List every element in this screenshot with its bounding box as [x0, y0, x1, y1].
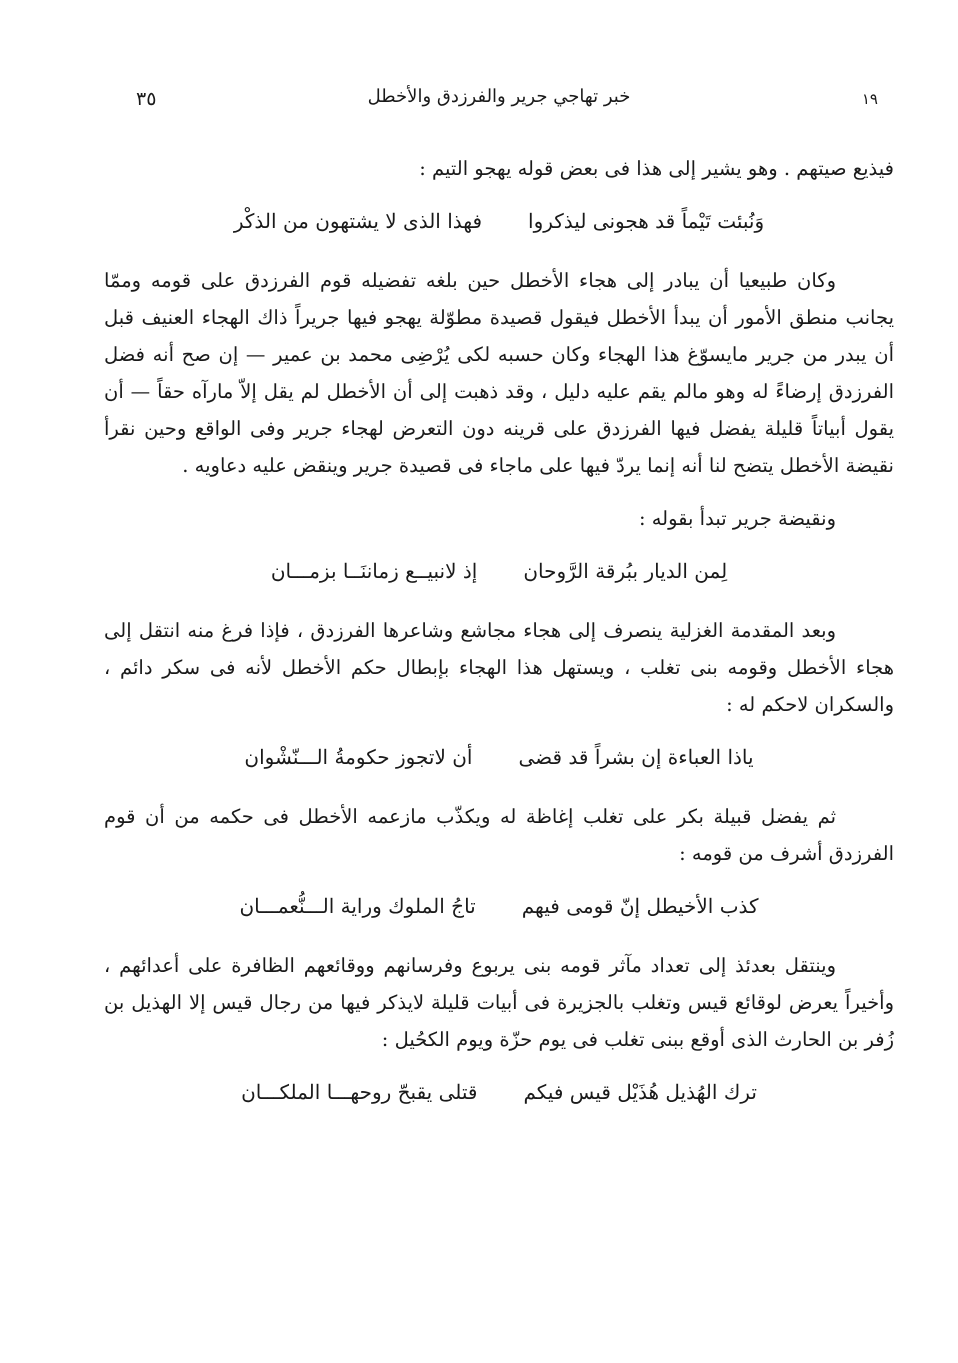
verse-5: [104, 1074, 894, 1111]
verse-4-second-hemistich: تاجُ الملوك وراية الـــنُّعمـــان: [239, 894, 476, 918]
page-marker: ١٩: [861, 90, 878, 108]
body-text: [104, 150, 894, 1133]
running-title: خبر تهاجي جرير والفرزدق والأخطل: [367, 86, 631, 107]
verse-1-second-hemistich: فهذا الذى لا يشتهون من الذكْر: [233, 209, 483, 233]
paragraph-1: فيذيع صيتهم . وهو يشير إلى هذا فى بعض قوله يهجو التيم :: [419, 157, 894, 180]
paragraph-4: وبعد المقدمة الغزلية ينصرف إلى هجاء مجاشع وشاعرها الفرزدق ، فإذا فرغ منه انتقل إلى هجاء الأخطل وقومه بنى تغلب ، ويستهل هذا الهجاء بإبطال حكم الأخطل لأنه فى سكر دائم ، والسكران لاحكم له :: [104, 619, 894, 716]
verse-3-first-hemistich: ياذا العباءة إن بشراً قد قضى: [518, 745, 754, 769]
verse-2-second-hemistich: إذ لانبيــع زماننَــا بزمـــان: [270, 559, 478, 583]
paragraph-2: وكان طبيعيا أن يبادر إلى هجاء الأخطل حين بلغه تفضيله قوم الفرزدق على قومه وممّا يجانب منطق الأمور أن يبدأ الأخطل فيقول قصيدة مطوّلة يهجو فيها جريراً ذاك الهجاء العنيف قبل أن يبدر من جرير مايسوّغ هذا الهجاء وكان حسبه لكى يُرْضِى محمد بن عمير — إن صح أنه فضل الفرزدق إرضاءً له وهو مالم يقم عليه دليل ، وقد ذهبت إلى أن الأخطل لم يقل إلاّ مارآه حقاً — أن يقول أبياتاً قليلة يفضل فيها الفرزدق على قرينه دون التعرض لهجاء جرير وفى الواقع وحين نقرأ نقيضة الأخطل يتضح لنا أنه إنما يردّ فيها على ماجاء فى قصيدة جرير وينقض عليه دعاويه .: [104, 269, 894, 477]
paragraph-5: ثم يفضل قبيلة بكر على تغلب إغاظة له ويكذّب مازعمه الأخطل فى حكمه من أن قوم الفرزدق أشرف من قومه :: [104, 805, 894, 865]
verse-5-first-hemistich: ترك الهُذيل هُذَيْل قيس فيكم: [523, 1080, 757, 1104]
running-head: [110, 84, 888, 114]
verse-3-second-hemistich: أن لاتجوز حكومةُ الـــنّشْوان: [244, 745, 473, 769]
verse-5-second-hemistich: قتلى يقبحّ روحهـــا الملكـــان: [241, 1080, 478, 1104]
verse-4: [104, 888, 894, 925]
verse-2: [104, 553, 894, 590]
verse-2-first-hemistich: لِمن الديار ببُرقة الرَّوحان: [523, 559, 728, 583]
verse-1: [104, 203, 894, 240]
verse-3: [104, 739, 894, 776]
paragraph-3: ونقيضة جرير تبدأ بقوله :: [638, 507, 836, 530]
page-number: ٣٥: [136, 88, 157, 110]
paragraph-6: وينتقل بعدئذ إلى تعداد مآثر قومه بنى يربوع وفرسانهم ووقائعهم الظافرة على أعدائهم ، وأخيراً يعرض لوقائع قيس وتغلب بالجزيرة فى أبيات قليلة لايذكر فيها من رجال قيس إلا الهذيل بن زُفر بن الحارث الذى أوقع ببنى تغلب فى يوم حزّة ويوم الكحُيل :: [104, 954, 894, 1051]
verse-1-first-hemistich: وَنُبئت تَيْماً قد هجونى ليذكروا: [528, 209, 765, 233]
verse-4-first-hemistich: كذب الأخيطل إنّ قومى فيهم: [521, 894, 759, 918]
